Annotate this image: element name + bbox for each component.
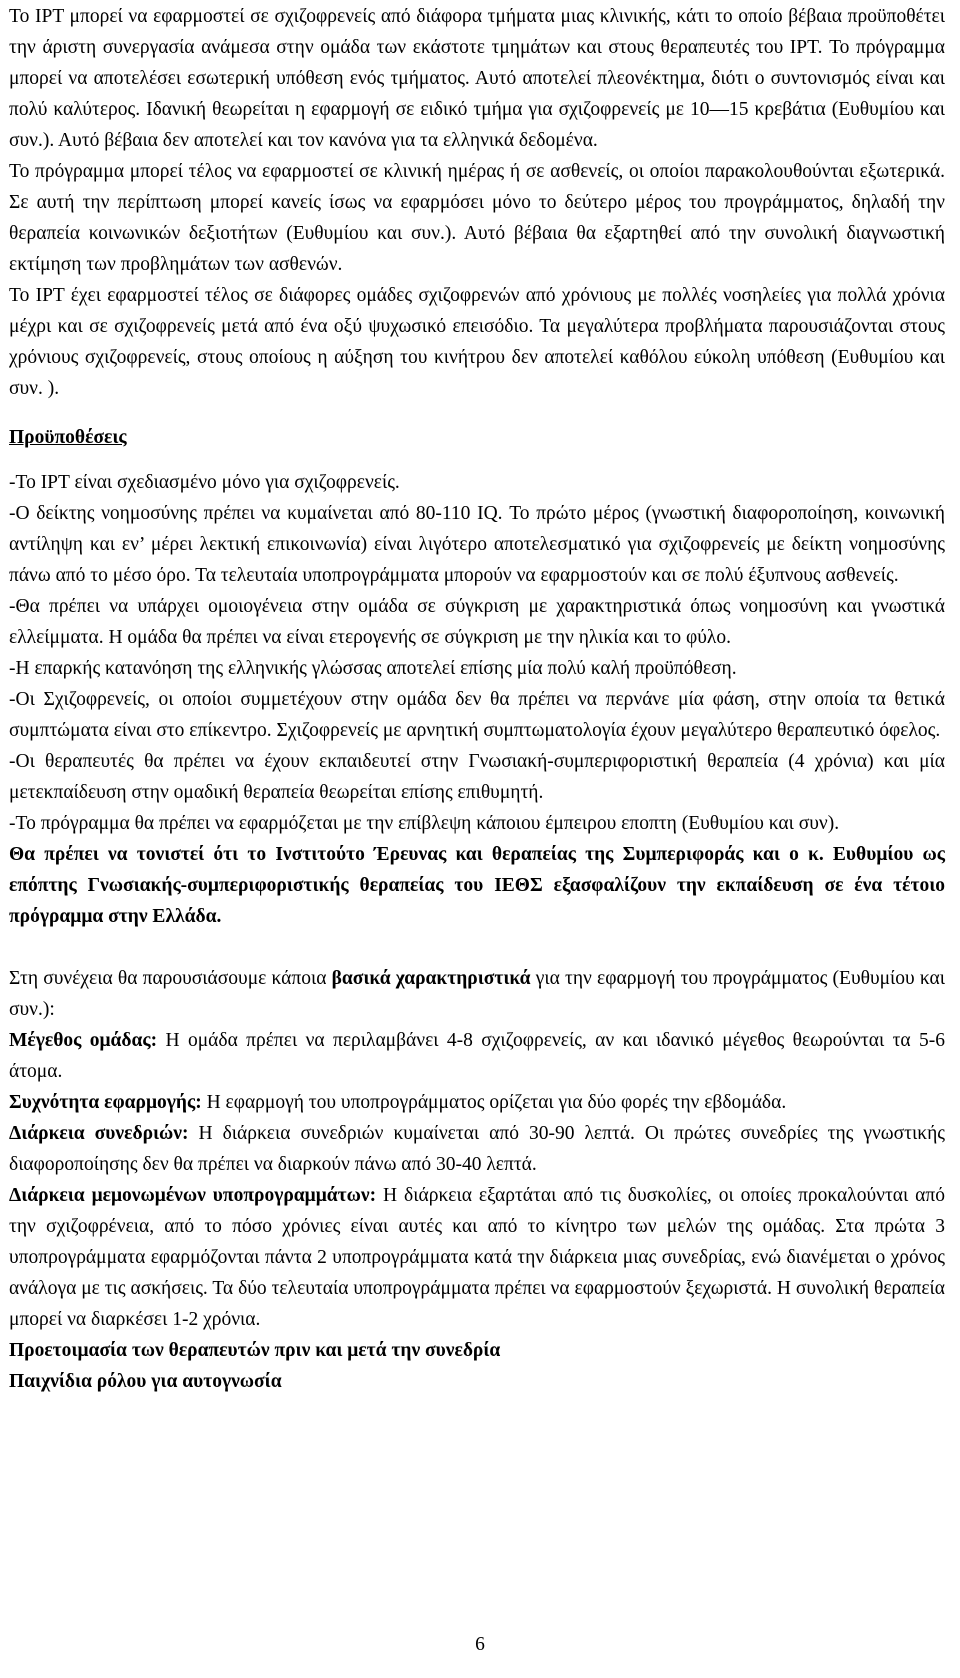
- characteristic-label: Διάρκεια μεμονωμένων υποπρογραμμάτων:: [9, 1185, 377, 1206]
- characteristic-text: Η εφαρμογή του υποπρογράμματος ορίζεται για δύο φορές την εβδομάδα.: [201, 1092, 787, 1113]
- paragraph-2: Το πρόγραμμα μπορεί τέλος να εφαρμοστεί σε κλινική ημέρας ή σε ασθενείς, οι οποίοι παρακολουθούνται εξωτερικά. Σε αυτή την περίπτωση μπορεί κανείς ίσως να εφαρμόσει μόνο το δεύτερο μέρος του προγράμματος, δηλαδή την θεραπεία κοινωνικών δεξιοτήτων (Ευθυμίου και συν.). Αυτό βέβαια θα εξαρτηθεί από την συνολική διαγνωστική εκτίμηση των προβλημάτων των ασθενών.: [9, 161, 945, 275]
- characteristic-session-duration: [9, 1118, 945, 1180]
- section-heading-prerequisites: Προϋποθέσεις: [9, 427, 127, 448]
- intro-text-end: για την εφαρμογή του προγράμματος (Ευθυμίου και συν.):: [9, 968, 946, 1020]
- prerequisite-item: -Οι θεραπευτές θα πρέπει να έχουν εκπαιδευτεί στην Γνωσιακή-συμπεριφοριστική θεραπεία (4 χρόνια) και μία μετεκπαίδευση στην ομαδική θεραπεία θεωρείται επίσης επιθυμητή.: [9, 751, 945, 803]
- intro-bold-text: βασικά χαρακτηριστικά: [331, 968, 531, 989]
- bold-note: Θα πρέπει να τονιστεί ότι το Ινστιτούτο Έρευνας και θεραπείας της Συμπεριφοράς και ο κ. Ευθυμίου ως επόπτης Γνωσιακής-συμπεριφοριστικής θεραπείας του ΙΕΘΣ εξασφαλίζουν την εκπαίδευση σε ένα τέτοιο πρόγραμμα στην Ελλάδα.: [9, 844, 945, 927]
- page-number: 6: [475, 1634, 485, 1655]
- prerequisite-item: -Το πρόγραμμα θα πρέπει να εφαρμόζεται με την επίβλεψη κάποιου έμπειρου εποπτη (Ευθυμίου και συν).: [9, 813, 840, 834]
- characteristic-text: Η διάρκεια συνεδριών κυμαίνεται από 30-90 λεπτά. Οι πρώτες συνεδρίες της γνωστικής διαφοροποίησης δεν θα πρέπει να διαρκούν πάνω από 30-40 λεπτά.: [9, 1123, 945, 1175]
- characteristic-label: Μέγεθος ομάδας:: [9, 1030, 158, 1051]
- characteristic-text: Η ομάδα πρέπει να περιλαμβάνει 4-8 σχιζοφρενείς, αν και ιδανικό μέγεθος θεωρούνται τα 5-6 άτομα.: [9, 1030, 945, 1082]
- bold-line-role-play: Παιχνίδια ρόλου για αυτογνωσία: [9, 1371, 282, 1392]
- characteristic-text: Η διάρκεια εξαρτάται από τις δυσκολίες, οι οποίες προκαλούνται από την σχιζοφρένεια, από το πόσο χρόνιες είναι αυτές και από το κίνητρο των μελών της ομάδας. Στα πρώτα 3 υποπρογράμματα εφαρμόζονται πάντα 2 υποπρογράμματα κατά την διάρκεια μιας συνεδρίας, ενώ διανέμεται ο χρόνος ανάλογα με τις ασκήσεις. Τα δύο τελευταία υποπρογράμματα πρέπει να εφαρμοστούν ξεχωριστά. Η συνολική θεραπεία μπορεί να διαρκέσει 1-2 χρόνια.: [9, 1185, 945, 1330]
- prerequisite-item: -Ο δείκτης νοημοσύνης πρέπει να κυμαίνεται από 80-110 IQ. Το πρώτο μέρος (γνωστική διαφοροποίηση, κοινωνική αντίληψη και εν’ μέρει λεκτική επικοινωνία) είναι λιγότερο αποτελεσματικό για σχιζοφρενείς με δείκτη νοημοσύνης πάνω από το μέσο όρο. Τα τελευταία υποπρογράμματα μπορούν να εφαρμοστούν και σε πολύ έξυπνους ασθενείς.: [9, 503, 945, 586]
- prerequisite-item: -Θα πρέπει να υπάρχει ομοιογένεια στην ομάδα σε σύγκριση με χαρακτηριστικά όπως νοημοσύνη και γνωστικά ελλείμματα. Η ομάδα θα πρέπει να είναι ετερογενής σε σύγκριση με την ηλικία και το φύλο.: [9, 596, 945, 648]
- characteristics-intro: [9, 963, 945, 1025]
- paragraph-1: Το IPT μπορεί να εφαρμοστεί σε σχιζοφρενείς από διάφορα τμήματα μιας κλινικής, κάτι το οποίο βέβαια προϋποθέτει την άριστη συνεργασία ανάμεσα στην ομάδα των εκάστοτε τμημάτων και στους θεραπευτές του IPT. Το πρόγραμμα μπορεί να αποτελέσει εσωτερική υπόθεση ενός τμήματος. Αυτό αποτελεί πλεονέκτημα, διότι ο συντονισμός είναι και πολύ καλύτερος. Ιδανική θεωρείται η εφαρμογή σε ειδικό τμήμα για σχιζοφρενείς με 10—15 κρεβάτια (Ευθυμίου και συν.). Αυτό βέβαια δεν αποτελεί και τον κανόνα για τα ελληνικά δεδομένα.: [9, 6, 945, 151]
- document-page: [9, 0, 945, 1397]
- prerequisite-item: -Το IPT είναι σχεδιασμένο μόνο για σχιζοφρενείς.: [9, 472, 400, 493]
- prerequisite-item: -Οι Σχιζοφρενείς, οι οποίοι συμμετέχουν στην ομάδα δεν θα πρέπει να περνάνε μία φάση, στην οποία τα θετικά συμπτώματα είναι στο επίκεντρο. Σχιζοφρενείς με αρνητική συμπτωματολογία έχουν μεγαλύτερο θεραπευτικό όφελος.: [9, 689, 945, 741]
- bold-line-therapist-preparation: Προετοιμασία των θεραπευτών πριν και μετά την συνεδρία: [9, 1340, 501, 1361]
- paragraph-3: Το IPT έχει εφαρμοστεί τέλος σε διάφορες ομάδες σχιζοφρενών από χρόνιους με πολλές νοσηλείες για πολλά χρόνια μέχρι και σε σχιζοφρενείς μετά από ένα οξύ ψυχωσικό επεισόδιο. Τα μεγαλύτερα προβλήματα παρουσιάζονται στους χρόνιους σχιζοφρενείς, στους οποίους η αύξηση του κινήτρου δεν αποτελεί καθόλου εύκολη υπόθεση (Ευθυμίου και συν. ).: [9, 285, 945, 399]
- prerequisite-item: -Η επαρκής κατανόηση της ελληνικής γλώσσας αποτελεί επίσης μία πολύ καλή προϋπόθεση.: [9, 658, 737, 679]
- characteristic-subprogram-duration: [9, 1180, 945, 1335]
- characteristic-frequency: [9, 1087, 945, 1118]
- characteristic-group-size: [9, 1025, 945, 1087]
- intro-text: Στη συνέχεια θα παρουσιάσουμε κάποια: [9, 968, 332, 989]
- characteristic-label: Διάρκεια συνεδριών:: [9, 1123, 189, 1144]
- characteristic-label: Συχνότητα εφαρμογής:: [9, 1092, 202, 1113]
